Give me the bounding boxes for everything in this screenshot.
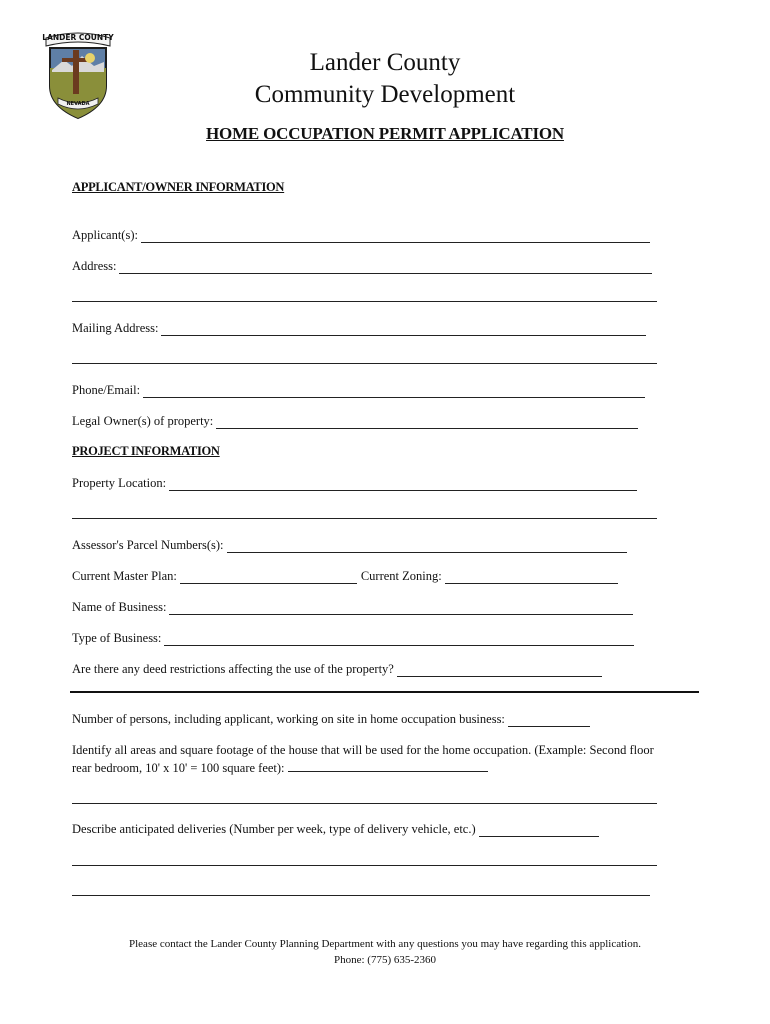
deed-restrictions-blank[interactable] [397, 664, 602, 677]
mailing-address-blank[interactable] [161, 323, 646, 336]
business-name-blank[interactable] [169, 602, 633, 615]
form-title: HOME OCCUPATION PERMIT APPLICATION [206, 124, 564, 143]
section-divider [70, 691, 699, 693]
section-applicant-heading: APPLICANT/OWNER INFORMATION [72, 180, 285, 194]
phone-email-blank[interactable] [143, 385, 645, 398]
header-line-2: Community Development [254, 81, 516, 108]
mailing-address-field[interactable] [72, 319, 646, 336]
svg-text:NEVADA: NEVADA [66, 101, 90, 107]
property-location-line-2[interactable] [72, 517, 657, 519]
master-plan-label: Current Master Plan: [72, 569, 177, 583]
header-line-1: Lander County [309, 49, 461, 76]
areas-blank[interactable] [288, 759, 488, 772]
business-type-field[interactable] [72, 629, 634, 646]
property-location-label: Property Location: [72, 476, 167, 490]
deliveries-line-3[interactable] [72, 894, 650, 896]
deliveries-label: Describe anticipated deliveries (Number per week, type of delivery vehicle, etc.) [72, 822, 476, 836]
business-type-blank[interactable] [164, 633, 634, 646]
business-type-label: Type of Business: [72, 631, 162, 645]
section-project-heading: PROJECT INFORMATION [72, 444, 220, 458]
address-label: Address: [72, 259, 117, 273]
mailing-address-line-2[interactable] [72, 362, 657, 364]
deliveries-field[interactable] [72, 820, 599, 837]
master-plan-zoning-row [72, 567, 618, 584]
footer-contact: Please contact the Lander County Planning Department with any questions you may have regarding this application. [129, 938, 641, 950]
legal-owner-blank[interactable] [216, 416, 638, 429]
applicants-label: Applicant(s): [72, 228, 138, 242]
deed-restrictions-label: Are there any deed restrictions affecting the use of the property? [72, 662, 394, 676]
footer-phone: Phone: (775) 635-2360 [333, 954, 437, 966]
persons-label: Number of persons, including applicant, working on site in home occupation business: [72, 712, 505, 726]
areas-label: Identify all areas and square footage of the house that will be used for the home occupation. (Example: Second floor rear bedroom, 10' x 10' = 100 square feet): [72, 743, 654, 775]
persons-field[interactable] [72, 710, 590, 727]
applicants-blank[interactable] [141, 230, 650, 243]
property-location-field[interactable] [72, 474, 637, 491]
zoning-blank[interactable] [445, 571, 618, 584]
parcel-numbers-blank[interactable] [227, 540, 627, 553]
svg-text:LANDER COUNTY: LANDER COUNTY [42, 33, 114, 42]
legal-owner-field[interactable] [72, 412, 638, 429]
areas-field[interactable] [72, 741, 672, 777]
address-line-2[interactable] [72, 300, 657, 302]
master-plan-blank[interactable] [180, 571, 357, 584]
deed-restrictions-field[interactable] [72, 660, 602, 677]
address-blank[interactable] [119, 261, 652, 274]
business-name-field[interactable] [72, 598, 633, 615]
footer [0, 936, 770, 968]
phone-email-label: Phone/Email: [72, 383, 141, 397]
deliveries-line-2[interactable] [72, 864, 657, 866]
mailing-address-label: Mailing Address: [72, 321, 159, 335]
parcel-numbers-label: Assessor's Parcel Numbers(s): [72, 538, 224, 552]
parcel-numbers-field[interactable] [72, 536, 627, 553]
legal-owner-label: Legal Owner(s) of property: [72, 414, 214, 428]
persons-blank[interactable] [508, 714, 590, 727]
zoning-label: Current Zoning: [360, 569, 442, 583]
property-location-blank[interactable] [169, 478, 637, 491]
phone-email-field[interactable] [72, 381, 645, 398]
areas-line-2[interactable] [72, 802, 657, 804]
address-field[interactable] [72, 257, 652, 274]
deliveries-blank[interactable] [479, 824, 599, 837]
business-name-label: Name of Business: [72, 600, 167, 614]
applicants-field[interactable] [72, 226, 650, 243]
